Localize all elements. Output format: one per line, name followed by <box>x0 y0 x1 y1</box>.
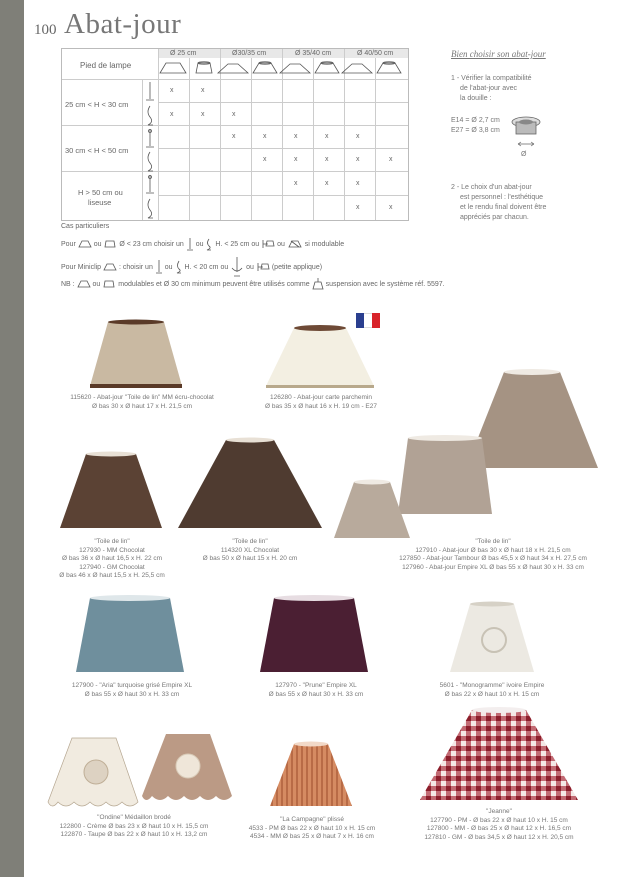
cell-mark: x <box>263 156 267 163</box>
lamp-base-icon <box>186 237 194 251</box>
side-text-line: est personnel : l'esthétique <box>460 194 544 201</box>
cell-mark: x <box>325 156 329 163</box>
side-step-1 <box>451 74 532 104</box>
row-label: 25 cm < H < 30 cm <box>65 100 129 109</box>
lampshade-aria-turquoise[interactable] <box>72 594 188 676</box>
caption-line: Ø bas 30 x Ø haut 17 x H. 21,5 cm <box>91 402 193 410</box>
size-header: Ø 35/40 cm <box>295 50 332 57</box>
socket-e27: E27 = Ø 3,8 cm <box>451 127 500 134</box>
caption-line: Ø bas 55 x Ø haut 30 x H. 33 cm <box>84 690 180 698</box>
lampshade-chocolat-xl[interactable] <box>176 436 324 532</box>
cell-mark: x <box>389 204 393 211</box>
cell-mark: x <box>201 87 205 94</box>
cell-mark: x <box>263 133 267 140</box>
lampshade-chocolat-mm[interactable] <box>56 450 166 532</box>
caption-line: 5601 - "Monogramme" ivoire Empire <box>439 682 545 689</box>
side-bar <box>0 0 24 877</box>
diameter-label: Ø <box>521 151 527 158</box>
note-text: ou <box>246 263 254 271</box>
caption-line: 127910 - Abat-jour Ø bas 30 x Ø haut 18 x H. 21,5 cm <box>415 546 571 554</box>
shade-icon <box>102 279 116 289</box>
lamp-base-icon <box>155 259 163 275</box>
cell-mark: x <box>170 87 174 94</box>
notes-line-1 <box>61 237 344 251</box>
lampshade-parchemin[interactable] <box>262 322 378 390</box>
caption-line: 122800 - Crème Ø bas 23 x Ø haut 10 x H. 15,5 cm <box>59 822 209 830</box>
shade-icon <box>78 239 92 249</box>
caption-line: "Toile de lin" <box>94 538 130 545</box>
side-text-line: 1 - Vérifier la compatibilité <box>451 75 532 82</box>
cell-mark: x <box>325 133 329 140</box>
side-text-line: la douille : <box>460 95 492 102</box>
product-caption <box>55 394 229 411</box>
caption-line: "Jeanne" <box>486 808 512 815</box>
size-header: Ø 25 cm <box>170 50 197 57</box>
lamp-base-icons <box>143 79 158 219</box>
product-caption <box>42 538 182 581</box>
cell-mark: x <box>356 180 360 187</box>
cell-mark: x <box>294 133 298 140</box>
notes-heading: Cas particuliers <box>61 223 110 230</box>
shade-icon <box>77 279 91 289</box>
product-caption <box>410 682 574 699</box>
lampshade-campagne-plisse[interactable] <box>266 740 356 812</box>
caption-line: "Toile de lin" <box>475 538 511 545</box>
cell-mark: x <box>170 111 174 118</box>
caption-line: 4534 - MM Ø bas 25 x Ø haut 7 x H. 16 cm <box>250 833 374 840</box>
product-caption <box>52 682 212 699</box>
caption-line: "La Campagne" plissé <box>280 816 344 823</box>
caption-line: Ø bas 50 x Ø haut 15 x H. 20 cm <box>202 555 298 562</box>
note-text: Pour <box>61 240 76 248</box>
caption-line: 114320 XL Chocolat <box>220 546 280 554</box>
side-text-line: 2 - Le choix d'un abat-jour <box>451 184 532 191</box>
caption-line: Ø bas 46 x Ø haut 15,5 x H. 25,5 cm <box>59 572 165 579</box>
note-text: ou <box>195 240 204 248</box>
side-title: Bien choisir son abat-jour <box>451 49 546 59</box>
cell-mark: x <box>232 111 236 118</box>
product-caption <box>232 394 410 411</box>
product-caption <box>380 538 606 572</box>
notes-line-3 <box>61 277 445 291</box>
side-step-2 <box>451 183 546 223</box>
row-label: liseuse <box>88 198 112 207</box>
side-text-line: de l'abat-jour avec <box>460 85 517 92</box>
caption-line: Ø bas 22 x Ø haut 10 x H. 15 cm <box>444 690 540 698</box>
side-text-line: et le rendu final doivent être <box>460 204 547 211</box>
side-text-line: appréciés par chacun. <box>460 214 529 221</box>
product-caption <box>402 808 596 842</box>
note-text: suspension avec le système réf. 5597. <box>325 280 445 288</box>
cell-mark: x <box>389 156 393 163</box>
note-text: ou <box>164 263 173 271</box>
lampshade-ondine-taupe[interactable] <box>140 728 236 804</box>
caption-line: Ø bas 36 x Ø haut 16,5 x H. 22 cm <box>61 555 163 562</box>
note-text: modulables et Ø 30 cm minimum peuvent être utilisés comme <box>118 280 310 288</box>
cell-mark: x <box>325 180 329 187</box>
caption-line: "Ondine" Médaillon brodé <box>97 814 171 821</box>
clip-shade-icon <box>287 239 303 249</box>
note-text: ou <box>92 280 101 288</box>
caption-line: 115620 - Abat-jour "Toile de lin" MM écru-chocolat <box>70 394 214 401</box>
lampshade-monogramme[interactable] <box>446 600 538 676</box>
cell-mark: x <box>232 133 236 140</box>
shade-icon <box>103 262 117 272</box>
note-text: H. < 25 cm ou <box>215 240 260 248</box>
socket-e14: E14 = Ø 2,7 cm <box>451 117 500 124</box>
lampshade-prune[interactable] <box>256 594 372 676</box>
lampshade-ecru-chocolat[interactable] <box>86 318 186 392</box>
lampshade-lin-abat-jour[interactable] <box>330 478 414 542</box>
shade-shape-icons <box>158 59 408 77</box>
cell-mark: x <box>294 156 298 163</box>
compatibility-table <box>61 48 409 221</box>
cell-mark: x <box>356 156 360 163</box>
table-corner-label: Pied de lampe <box>80 61 132 70</box>
size-header: Ø 40/50 cm <box>357 50 394 57</box>
page-number: 100 <box>34 22 57 38</box>
note-text: si modulable <box>304 240 345 248</box>
note-text: (petite applique) <box>271 263 323 271</box>
caption-line: 126280 - Abat-jour carte parchemin <box>270 394 372 401</box>
cell-mark: x <box>356 204 360 211</box>
product-caption <box>46 814 222 840</box>
pendant-icon <box>312 277 324 291</box>
note-text: ou <box>277 240 285 248</box>
cell-mark: x <box>201 111 205 118</box>
note-text: ou <box>93 240 102 248</box>
product-caption <box>180 538 320 564</box>
caption-line: "Toile de lin" <box>232 538 268 545</box>
product-caption <box>232 816 392 842</box>
cell-mark: x <box>294 180 298 187</box>
caption-line: 127960 - Abat-jour Empire XL Ø bas 55 x Ø haut 30 x H. 33 cm <box>402 563 584 571</box>
caption-line: Ø bas 35 x Ø haut 16 x H. 19 cm - E27 <box>265 402 377 410</box>
caption-line: 127940 - GM Chocolat <box>79 563 145 571</box>
page-title: Abat-jour <box>64 8 182 40</box>
lampshade-jeanne-vichy[interactable] <box>416 706 582 804</box>
caption-line: 127800 - MM - Ø bas 25 x Ø haut 12 x H. 16,5 cm <box>426 825 572 832</box>
note-text: Pour Miniclip <box>61 263 102 271</box>
lampshade-ondine-creme[interactable] <box>44 732 144 810</box>
note-text: Ø < 23 cm choisir un <box>119 240 184 248</box>
note-text: H. < 20 cm ou <box>184 263 229 271</box>
caption-line: Ø bas 55 x Ø haut 30 x H. 33 cm <box>268 690 364 698</box>
notes-line-2 <box>61 256 322 278</box>
lamp-base-icon <box>175 259 183 275</box>
shade-icon <box>103 239 117 249</box>
note-text: : choisir un <box>118 263 153 271</box>
wall-lamp-icon <box>261 238 275 250</box>
caption-line: 122870 - Taupe Ø bas 22 x Ø haut 10 x H. 13,2 cm <box>60 831 208 838</box>
caption-line: 127790 - PM - Ø bas 22 x Ø haut 10 x H. 15 cm <box>430 816 568 824</box>
caption-line: 127900 - "Aria" turquoise grisé Empire XL <box>71 682 193 689</box>
caption-line: 127850 - Abat-jour Tambour Ø bas 45,5 x Ø haut 34 x H. 27,5 cm <box>399 555 587 562</box>
wall-lamp-icon <box>256 261 270 273</box>
product-caption <box>236 682 396 699</box>
caption-line: 127930 - MM Chocolat <box>79 546 145 554</box>
size-header: Ø30/35 cm <box>232 50 267 57</box>
row-label: H > 50 cm ou <box>78 188 123 197</box>
caption-line: 127810 - GM - Ø bas 34,5 x Ø haut 12 x H. 20,5 cm <box>424 833 574 841</box>
chandelier-icon <box>230 256 244 278</box>
lamp-base-icon <box>205 237 213 251</box>
caption-line: 127970 - "Prune" Empire XL <box>275 682 357 689</box>
caption-line: 4533 - PM Ø bas 22 x Ø haut 10 x H. 15 cm <box>248 824 376 832</box>
cell-mark: x <box>356 133 360 140</box>
note-text: NB : <box>61 280 75 288</box>
row-label: 30 cm < H < 50 cm <box>65 146 129 155</box>
